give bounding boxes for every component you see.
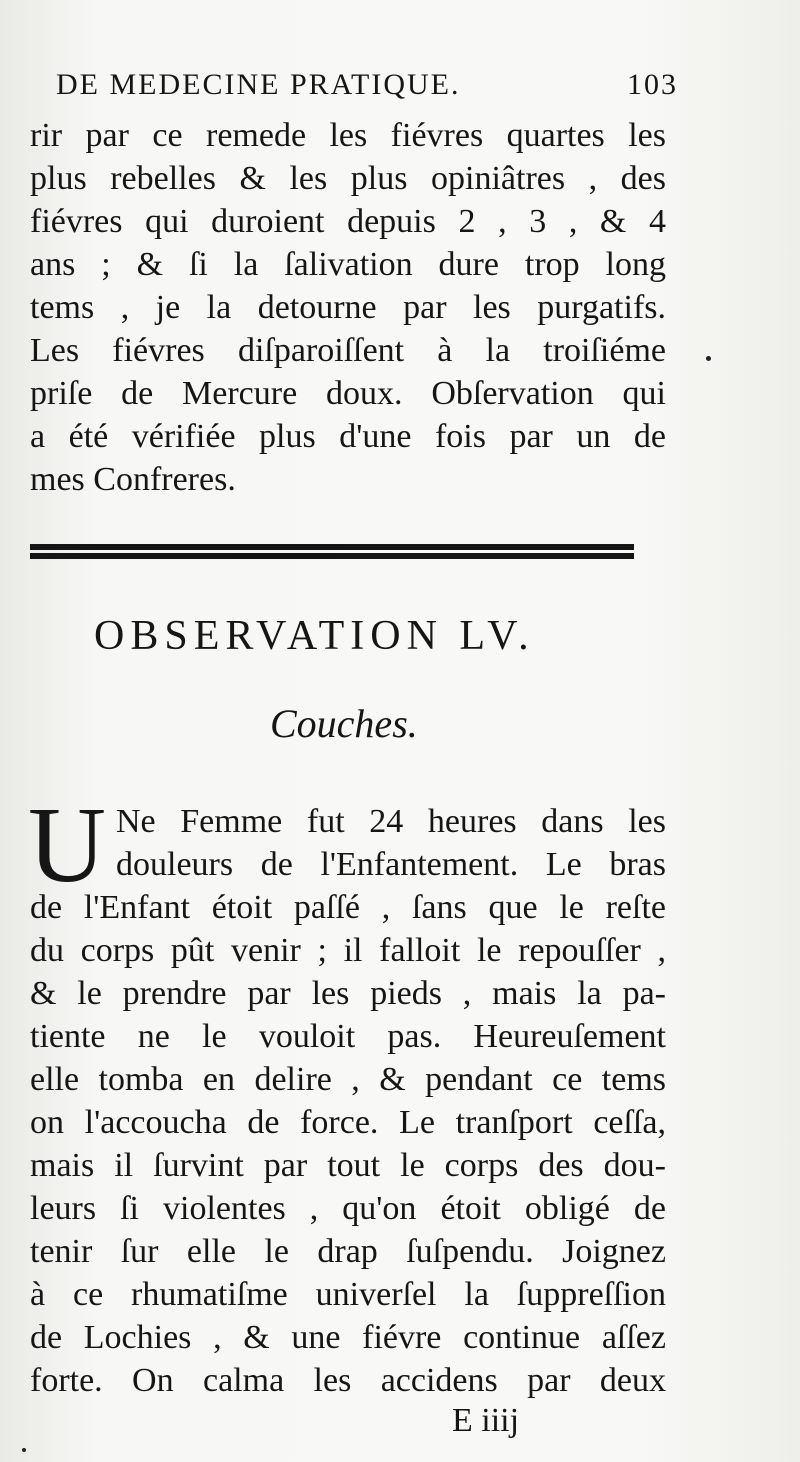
section-heading: OBSERVATION LV.: [94, 613, 535, 659]
section-subheading: Couches.: [270, 701, 418, 746]
text-line: ans ; & ſi la ſalivation dure trop long: [30, 246, 666, 283]
double-rule-divider: [30, 544, 634, 562]
text-line: de l'Enfant étoit paſſé , ſans que le reſte: [30, 889, 666, 926]
text-line: plus rebelles & les plus opiniâtres , des: [30, 160, 666, 197]
text-line: de Lochies , & une fiévre continue aſſez: [30, 1319, 666, 1356]
paragraph-continued: [30, 114, 666, 501]
ink-speck: [706, 356, 711, 361]
text-line: du corps pût venir ; il falloit le repouſſer ,: [30, 932, 666, 969]
rule-bar: [30, 553, 634, 559]
text-line: on l'accoucha de force. Le tranſport ceſſa,: [30, 1104, 666, 1141]
text-line: tiente ne le vouloit pas. Heureuſement: [30, 1018, 666, 1055]
text-line: tenir ſur elle le drap ſuſpendu. Joignez: [30, 1233, 666, 1270]
text-line: rir par ce remede les fiévres quartes les: [30, 117, 666, 154]
paragraph-observation: [30, 800, 666, 1402]
text-line: leurs ſi violentes , qu'on étoit obligé de: [30, 1190, 666, 1227]
text-line: a été vérifiée plus d'une fois par un de: [30, 418, 666, 455]
drop-cap: U: [28, 786, 106, 905]
page-number: 103: [627, 68, 678, 101]
text-line: forte. On calma les accidens par deux: [30, 1362, 666, 1399]
text-line: Les fiévres diſparoiſſent à la troiſiéme: [30, 332, 666, 369]
text-line: fiévres qui duroient depuis 2 , 3 , & 4: [30, 203, 666, 240]
text-line: tems , je la detourne par les purgatifs.: [30, 289, 666, 326]
running-title: DE MEDECINE PRATIQUE.: [56, 68, 461, 101]
text-line: elle tomba en delire , & pendant ce tems: [30, 1061, 666, 1098]
text-line: mais il ſurvint par tout le corps des dou-: [30, 1147, 666, 1184]
running-head: [56, 68, 686, 108]
text-line: à ce rhumatiſme univerſel la ſuppreſſion: [30, 1276, 666, 1313]
text-line: priſe de Mercure doux. Obſervation qui: [30, 375, 666, 412]
text-line: & le prendre par les pieds , mais la pa-: [30, 975, 666, 1012]
catchword-signature: E iiij: [452, 1402, 520, 1439]
ink-speck: [22, 1448, 26, 1452]
rule-bar: [30, 544, 634, 550]
text-line: mes Confreres.: [30, 461, 236, 498]
text-line: douleurs de l'Enfantement. Le bras: [116, 846, 666, 883]
text-line: Ne Femme fut 24 heures dans les: [116, 803, 666, 840]
